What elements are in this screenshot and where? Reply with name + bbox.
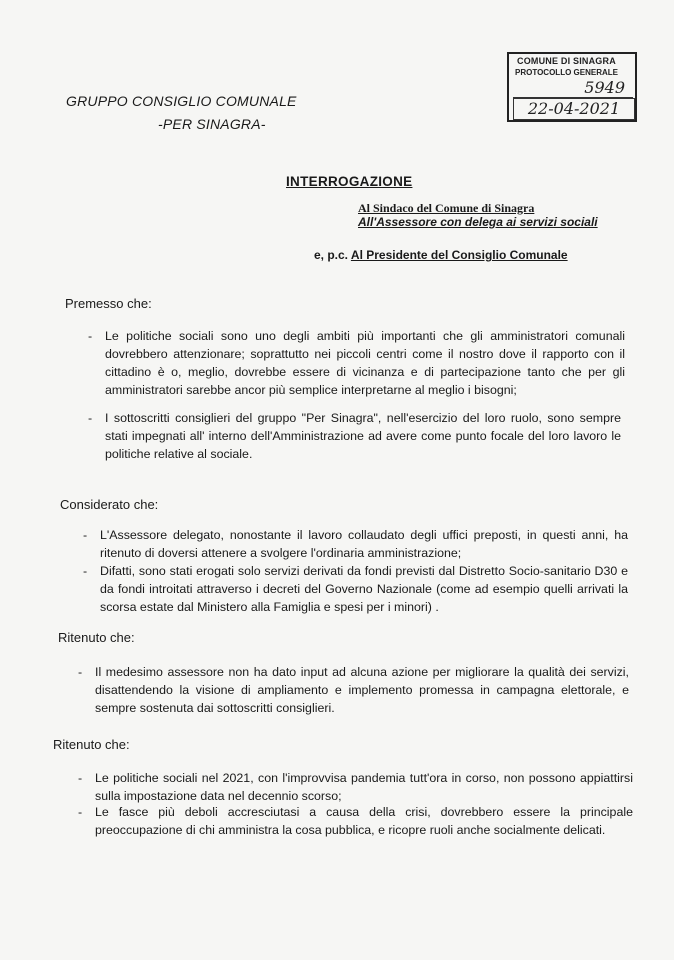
list-item-text: Difatti, sono stati erogati solo servizi derivati da fondi previsti dal Distretto Socio-sanitario D30 e da fondi introitati attraverso i decreti del Governo Nazionale (come ad esempio quelli arrivati la scorsa estate dal Ministero alla Famiglia e spesi per i minori) . (100, 564, 628, 614)
bullet-dash: - (78, 805, 83, 819)
cc-recipient: Al Presidente del Consiglio Comunale (350, 248, 568, 262)
bullet-dash: - (78, 665, 83, 679)
list-item-text: Il medesimo assessore non ha dato input ad alcuna azione per migliorare la qualità dei servizi, disattendendo la visione di ampliamento e implemento promessa in campagna elettorale, e sempre sostenuta dai sottoscritti consiglieri. (95, 665, 629, 715)
bullet-dash: - (88, 329, 93, 343)
list-item (88, 327, 625, 399)
bullet-dash: - (78, 771, 83, 785)
section-heading: Ritenuto che: (58, 630, 135, 645)
section-heading: Ritenuto che: (53, 737, 130, 752)
list-item-text: Le fasce più deboli accresciutasi a causa della crisi, dovrebbero essere la principale preoccupazione di chi amministra la cosa pubblica, e ricopre ruoli anche socialmente delicati. (95, 805, 633, 837)
list-item-text: Le politiche sociali nel 2021, con l'improvvisa pandemia tutt'ora in corso, non possono appiattirsi sulla impostazione data nel decennio scorso; (95, 771, 633, 803)
bullet-dash: - (88, 411, 93, 425)
list-item (88, 409, 621, 463)
stamp-date: 22-04-2021 (513, 98, 635, 120)
list-item-text: L'Assessore delegato, nonostante il lavoro collaudato degli uffici preposti, in questi anni, ha ritenuto di doversi attenere a svolgere l'ordinaria amministrazione; (100, 528, 628, 560)
addressee-assessor: All'Assessore con delega ai servizi sociali (358, 215, 598, 229)
group-name: GRUPPO CONSIGLIO COMUNALE (66, 93, 297, 109)
section-heading: Considerato che: (60, 497, 159, 512)
bullet-dash: - (83, 528, 88, 542)
list-item (83, 526, 628, 562)
section-heading: Premesso che: (65, 296, 152, 311)
addressee-cc (314, 248, 568, 262)
protocol-stamp (507, 52, 637, 122)
list-item (78, 663, 629, 717)
list-item-text: Le politiche sociali sono uno degli ambiti più importanti che gli amministratori comunali dovrebbero attenzionare; soprattutto nei piccoli centri come il nostro dove il rapporto con il cittadino è o, meglio, dovrebbe essere di vicinanza e di partecipazione tanto che per gli amministratori sarebbe ancor più semplice interpretarne al meglio i bisogni; (105, 329, 625, 397)
list-item-text: I sottoscritti consiglieri del gruppo "Per Sinagra", nell'esercizio del loro ruolo, sono sempre stati impegnati all' interno dell'Amministrazione ad avere come punto focale del loro lavoro le politiche relative al sociale. (105, 411, 621, 461)
addressee-mayor: Al Sindaco del Comune di Sinagra (358, 201, 535, 215)
group-subtitle: -PER SINAGRA- (158, 116, 266, 132)
stamp-protocol-number: 5949 (513, 78, 633, 98)
bullet-dash: - (83, 564, 88, 578)
list-item (83, 562, 628, 616)
stamp-protocol-label: PROTOCOLLO GENERALE (515, 68, 618, 77)
document-title: INTERROGAZIONE (286, 174, 413, 189)
stamp-municipality: COMUNE DI SINAGRA (517, 56, 616, 66)
cc-prefix: e, p.c. (314, 248, 349, 262)
list-item (78, 803, 633, 839)
list-item (78, 769, 633, 805)
